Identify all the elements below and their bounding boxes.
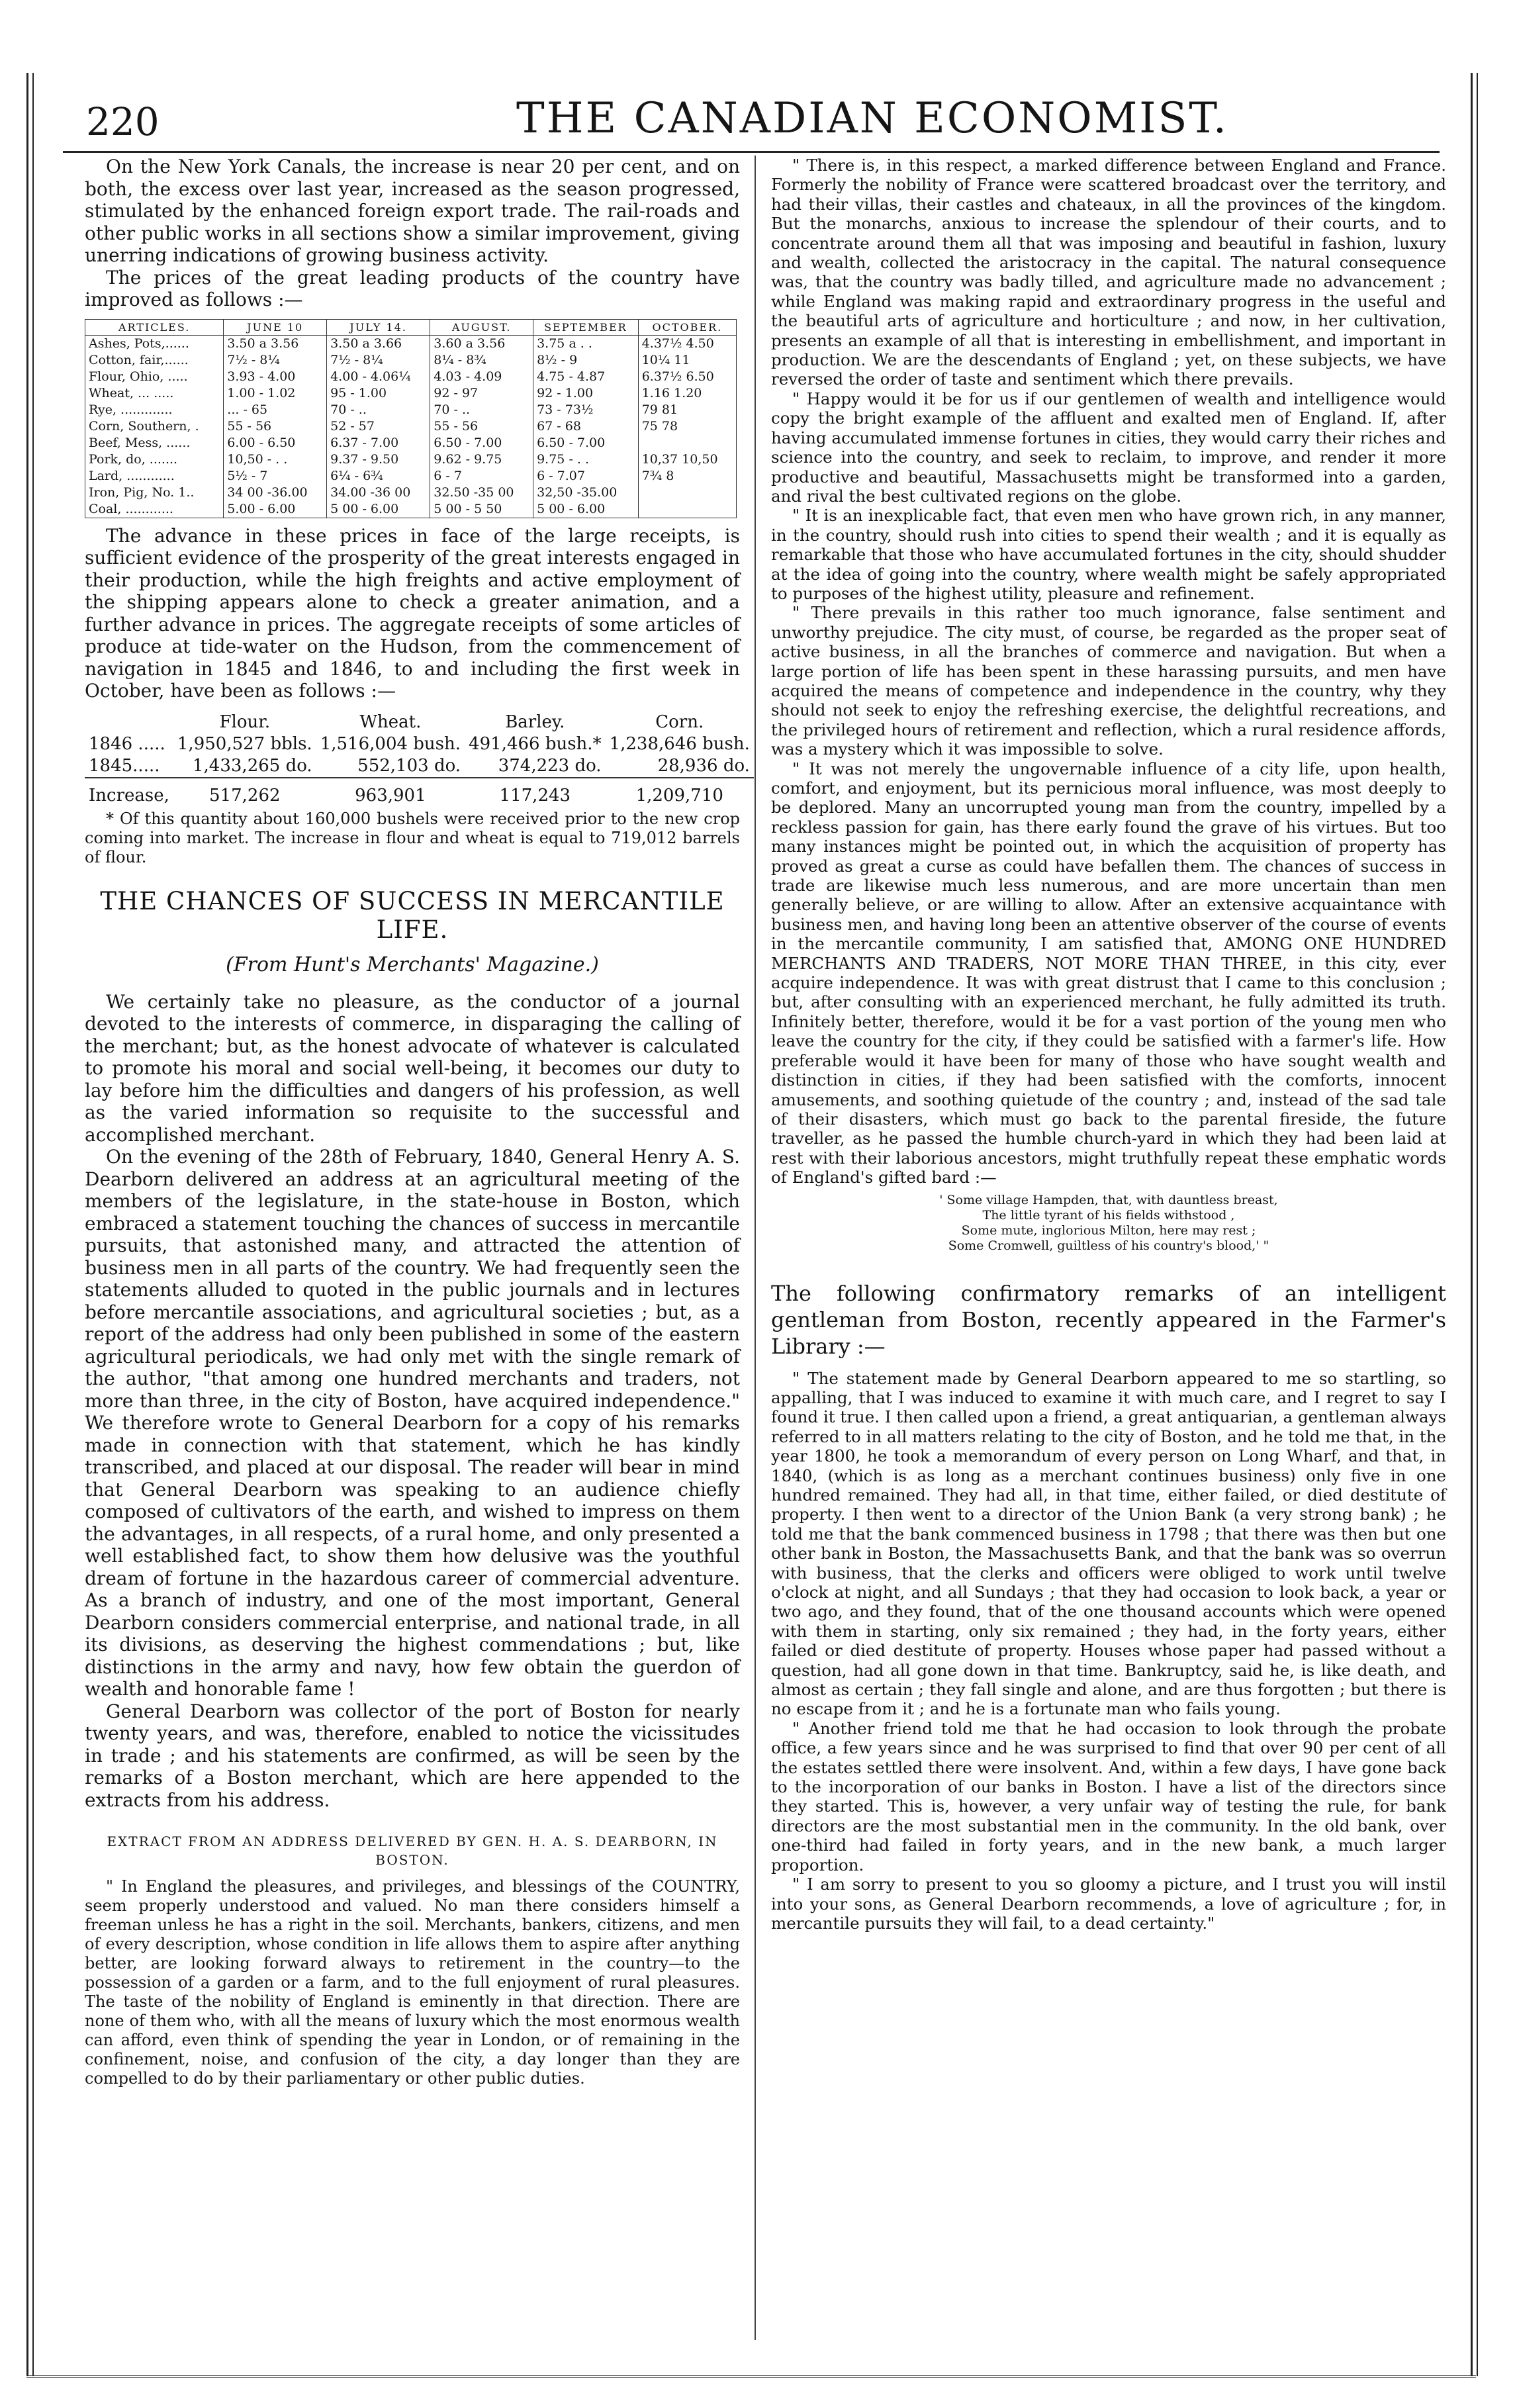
poem-line: ' Some village Hampden, that, with dauntless breast, (939, 1192, 1278, 1207)
table-cell: 1,238,646 bush. (609, 733, 750, 754)
paragraph: " It was not merely the ungovernable influence of a city life, upon health, comfort, and enjoyment, but its pernicious moral influence, was most deeply to be deplored. Many an uncorrupted young man from the country, impelled by a reckless passion for gain, has there early found the grave of his virtues. But too many instances might be pointed out, in which the acquisition of property has proved as great a curse as could have befallen them. The chances of success in trade are likewise much less numerous, and are more uncertain than men generally believe, or are willing to allow. After an extensive acquaintance with business men, and having long been an attentive observer of the course of events in the mercantile community, I am satisfied that, AMONG ONE HUNDRED MERCHANTS AND TRADERS, NOT MORE THAN THREE, in this city, ever acquire independence. It was with great distrust that I came to this conclusion ; but, after consulting with an experienced merchant, he fully admitted its truth. Infinitely better, therefore, would it be for a vast portion of the young men who leave the country for the city, if they could be satisfied with a farmer's life. How preferable would it have been for many of those who have sought wealth and distinction in cities, if they had been satisfied with the comforts, innocent amusements, and soothing quietude of the country ; and, instead of the sad tale of their disasters, which must go back to the parental fireside, the future traveller, as he passed the humble church-yard in which they had been laid at rest with their laborious ancestors, might truthfully repeat these emphatic words of England's gifted bard :— (771, 759, 1446, 1187)
table-row (85, 485, 737, 501)
page-number: 220 (86, 99, 160, 144)
prices-table-body (85, 335, 737, 518)
table-cell: 7½ - 8¼ (224, 352, 327, 369)
paragraph: " Happy would it be for us if our gentlemen of wealth and intelligence would copy the bright example of the affluent and exalted men of England. If, after having accumulated immense fortunes in cities, they would carry their riches and science into the country, and seek to reclaim, to improve, and render it more productive and beautiful, Massachusetts might be transformed into a garden, and rival the best cultivated regions on the globe. (771, 389, 1446, 506)
table-cell: 9.37 - 9.50 (327, 451, 430, 468)
table-cell: 5 00 - 5 50 (430, 501, 533, 518)
column-header: SEPTEMBER (533, 319, 639, 335)
table-cell: 34.00 -36 00 (327, 485, 430, 501)
table-cell: Corn, Southern, . (85, 418, 224, 435)
table-cell: 92 - 1.00 (533, 385, 639, 402)
table-header-row (85, 319, 737, 335)
table-cell (638, 485, 736, 501)
table-cell: 3.50 a 3.66 (327, 335, 430, 352)
table-cell (638, 435, 736, 451)
right-column (771, 156, 1446, 1933)
column-header: OCTOBER. (638, 319, 736, 335)
table-cell: 9.75 - . . (533, 451, 639, 468)
section-intro: The following confirmatory remarks of an intelligent gentleman from Boston, recently appeared in the Farmer's Library :— (771, 1280, 1446, 1359)
table-row (85, 468, 737, 485)
paragraph: The advance in these prices in face of the large receipts, is sufficient evidence of the prosperity of the great interests engaged in their production, while the high freights and active employment of the shipping appears alone to check a greater animation, and a further advance in prices. The aggregate receipts of some articles of produce at tide-water on the Hudson, from the commencement of navigation in 1845 and 1846, to and including the first week in October, have been as follows :— (85, 524, 740, 702)
column-header: Flour. (219, 712, 271, 732)
table-cell: Ashes, Pots,...... (85, 335, 224, 352)
table-cell: 4.00 - 4.06¼ (327, 369, 430, 385)
paragraph: " In England the pleasures, and privileges, and blessings of the COUNTRY, seem properly understood and valued. No man there considers himself a freeman unless he has a right in the soil. Merchants, bankers, citizens, and men of every description, whose condition in life allows them to aspire after anything better, are looking forward always to retirement in the country—to the possession of a garden or a farm, and to the full enjoyment of rural pleasures. The taste of the nobility of England is eminently in that direction. There are none of them who, with all the means of luxury which the most enormous wealth can afford, even think of spending the year in London, or of remaining in the confinement, noise, and confusion of the city, a day longer than they are compelled to do by their parliamentary or other public duties. (85, 1877, 740, 2088)
column-header: ARTICLES. (85, 319, 224, 335)
table-cell: 9.62 - 9.75 (430, 451, 533, 468)
table-cell: 963,901 (316, 778, 465, 807)
table-row (85, 418, 737, 435)
table-cell: 1,950,527 bbls. (177, 733, 312, 754)
table-cell: 7½ - 8¼ (327, 352, 430, 369)
paragraph: On the evening of the 28th of February, 1840, General Henry A. S. Dearborn delivered an address at an agricultural meeting of the members of the legislature, in the state-house in Boston, which embraced a statement touching the chances of success in mercantile pursuits, that astonished many, and attracted the attention of business men in all parts of the country. We had frequently seen the statements alluded to quoted in the public journals and in lectures before mercantile associations, and agricultural societies ; but, as a report of the address had only been published in some of the eastern agricultural periodicals, we had only met with the single remark of the author, "that among one hundred merchants and traders, not more than three, in the city of Boston, have acquired independence." We therefore wrote to General Dearborn for a copy of his remarks made in connection with that statement, which he has kindly transcribed, and placed at our disposal. The reader will bear in mind that General Dearborn was speaking to an audience chiefly composed of cultivators of the earth, and wished to impress on them the advantages, in all respects, of a rural home, and only presented a well established fact, to show them how delusive was the youthful dream of fortune in the hazardous career of commercial adventure. As a branch of industry, and one of the most important, General Dearborn considers commercial enterprise, and national trade, in all its divisions, as deserving the highest commendations ; but, like distinctions in the army and navy, how few obtain the guerdon of wealth and honorable fame ! (85, 1146, 740, 1700)
table-cell: Increase, (85, 778, 173, 807)
paragraph: On the New York Canals, the increase is near 20 per cent, and on both, the excess over last year, increased as the season progressed, stimulated by the enhanced foreign export trade. The rail-roads and other public works in all sections show a similar improvement, giving unerring indications of growing business activity. (85, 156, 740, 266)
table-cell: Lard, ............ (85, 468, 224, 485)
header-rule (63, 151, 1440, 153)
table-cell: 73 - 73½ (533, 402, 639, 418)
article-title: THE CHANCES OF SUCCESS IN MERCANTILE LIFE. (100, 886, 725, 944)
table-cell: 6¼ - 6¾ (327, 468, 430, 485)
column-divider (755, 156, 756, 2340)
increase-row (85, 778, 754, 807)
table-cell: 5 00 - 6.00 (327, 501, 430, 518)
table-cell: 67 - 68 (533, 418, 639, 435)
paragraph: We certainly take no pleasure, as the conductor of a journal devoted to the interests of commerce, in disparaging the calling of the merchant; but, as the honest advocate of whatever is calculated to promote his moral and social well-being, it becomes our duty to lay before him the difficulties and dangers of his profession, as well as the varied information so requisite to the successful and accomplished merchant. (85, 990, 740, 1146)
table-cell: 32,50 -35.00 (533, 485, 639, 501)
table-cell: 1845..... (89, 755, 160, 776)
column-header: Barley. (505, 712, 565, 732)
table-cell: 10,37 10,50 (638, 451, 736, 468)
column-header: JULY 14. (327, 319, 430, 335)
table-cell: 8¼ - 8¾ (430, 352, 533, 369)
table-row (85, 352, 737, 369)
table-cell: 4.75 - 4.87 (533, 369, 639, 385)
table-cell: 8½ - 9 (533, 352, 639, 369)
table-row (85, 402, 737, 418)
table-cell: 5.00 - 6.00 (224, 501, 327, 518)
table-row (85, 385, 737, 402)
table-row (85, 451, 737, 468)
table-cell: 517,262 (173, 778, 316, 807)
footer-rule (26, 2375, 1476, 2378)
table-cell: 55 - 56 (224, 418, 327, 435)
table-cell: 1,516,004 bush. (320, 733, 461, 754)
table-cell: Cotton, fair,...... (85, 352, 224, 369)
table-cell: 1846 ..... (89, 733, 165, 754)
table-row (85, 501, 737, 518)
left-border (26, 73, 34, 2376)
table-header-row (85, 712, 754, 733)
table-cell: 75 78 (638, 418, 736, 435)
table-cell: 4.37½ 4.50 (638, 335, 736, 352)
poem-line: The little tyrant of his fields withstood , (982, 1207, 1235, 1223)
table-row (85, 369, 737, 385)
poem-line: Some mute, inglorious Milton, here may rest ; (961, 1223, 1256, 1238)
table-cell: 1.00 - 1.02 (224, 385, 327, 402)
column-header: Wheat. (359, 712, 422, 732)
table-cell: 70 - .. (430, 402, 533, 418)
table-cell: 79 81 (638, 402, 736, 418)
column-header (85, 712, 173, 733)
table-cell: 6 - 7 (430, 468, 533, 485)
table-cell: 3.50 a 3.56 (224, 335, 327, 352)
table-cell: 6.37½ 6.50 (638, 369, 736, 385)
left-column (85, 156, 750, 2088)
poem-line: Some Cromwell, guiltless of his country's blood,' " (948, 1238, 1269, 1253)
table-cell: 92 - 97 (430, 385, 533, 402)
table-cell: ... - 65 (224, 402, 327, 418)
paragraph: The prices of the great leading products of the country have improved as follows :— (85, 266, 740, 310)
footnote: * Of this quantity about 160,000 bushels were received prior to the new crop coming into market. The increase in flour and wheat is equal to 719,012 barrels of flour. (85, 809, 740, 866)
poem-quote (771, 1193, 1446, 1254)
paragraph: " I am sorry to present to you so gloomy a picture, and I trust you will instil into your sons, as General Dearborn recommends, a love of agriculture ; for, in mercantile pursuits they will fail, to a dead certainty." (771, 1875, 1446, 1933)
table-cell: 52 - 57 (327, 418, 430, 435)
table-cell: 10,50 - . . (224, 451, 327, 468)
column-header: Corn. (655, 712, 704, 732)
table-cell: 552,103 do. (357, 755, 461, 776)
table-cell: 95 - 1.00 (327, 385, 430, 402)
column-header: JUNE 10 (224, 319, 327, 335)
table-cell: 491,466 bush.* (469, 733, 602, 754)
table-cell: 6 - 7.07 (533, 468, 639, 485)
table-cell: 1,433,265 do. (193, 755, 312, 776)
paragraph: " The statement made by General Dearborn appeared to me so startling, so appalling, that I was induced to examine it with much care, and I regret to say I found it true. I then called upon a friend, a great antiquarian, a gentleman always referred to in all matters relating to the city of Boston, and he told me that, in the year 1800, he took a memorandum of every person on Long Wharf, and that, in 1840, (which is as long as a merchant continues business) only five in one hundred remained. They had all, in that time, either failed, or died destitute of property. I then went to a director of the Union Bank (a very strong bank) ; he told me that the bank commenced business in 1798 ; that there was then but one other bank in Boston, the Massachusetts Bank, and that the bank was so overrun with business, that the clerks and officers were obliged to work until twelve o'clock at night, and all Sundays ; that they had occasion to look back, a year or two ago, and they found, that of the one thousand accounts which were opened with them in starting, only six remained ; they had, in the forty years, either failed or died destitute of property. Houses whose paper had passed without a question, had all gone down in that time. Bankruptcy, said he, is like death, and almost as certain ; they fall single and alone, and are thus forgotten ; but there is no escape from it ; and he is a fortunate man who fails young. (771, 1368, 1446, 1719)
table-cell: 5 00 - 6.00 (533, 501, 639, 518)
table-cell: 70 - .. (327, 402, 430, 418)
table-row (85, 755, 754, 778)
table-cell: Beef, Mess, ...... (85, 435, 224, 451)
table-cell: Rye, ............. (85, 402, 224, 418)
table-cell: Pork, do, ....... (85, 451, 224, 468)
paragraph: " There prevails in this rather too much ignorance, false sentiment and unworthy prejudice. The city must, of course, be regarded as the proper seat of active business, in all the branches of commerce and navigation. But when a large portion of life has been spent in these harassing pursuits, and men have acquired the means of competence and independence in the country, why they should not seek to enjoy the refreshing exercise, the delightful recreations, and the privileged hours of retirement and reflection, which a rural residence affords, was a mystery which it was impossible to solve. (771, 603, 1446, 759)
prices-table (85, 319, 737, 518)
table-cell: 6.50 - 7.00 (533, 435, 639, 451)
receipts-table (85, 712, 754, 807)
paragraph: " There is, in this respect, a marked difference between England and France. Formerly the nobility of France were scattered broadcast over the territory, and had their villas, their castles and chateaux, in all the provinces of the kingdom. But the monarchs, anxious to increase the splendour of their courts, and to concentrate around them all that was imposing and beautiful in fashion, luxury and wealth, collected the aristocracy in the capital. The natural consequence was, that the country was badly tilled, and agriculture made no advancement ; while England was making rapid and extraordinary progress in the useful and the beautiful arts of agriculture and horticulture ; and now, in her cultivation, presents an example of all that is interesting in embellishment, and important in production. We are the descendants of England ; yet, on these subjects, we have reversed the order of taste and sentiment which there prevails. (771, 156, 1446, 389)
paragraph: " Another friend told me that he had occasion to look through the probate office, a few years since and he was surprised to find that over 90 per cent of all the estates settled there were insolvent. And, within a few days, I have gone back to the incorporation of our banks in Boston. I have a list of the directors since they started. This is, however, a very unfair way of testing the rule, for bank directors are the most substantial men in the community. In the old bank, over one-third had failed in forty years, and in the new bank, a much larger proportion. (771, 1718, 1446, 1875)
table-cell: 374,223 do. (498, 755, 602, 776)
table-cell: Iron, Pig, No. 1.. (85, 485, 224, 501)
table-cell: Flour, Ohio, ..... (85, 369, 224, 385)
table-row (85, 733, 754, 755)
paragraph: General Dearborn was collector of the port of Boston for nearly twenty years, and was, therefore, enabled to notice the vicissitudes in trade ; and his statements are confirmed, as will be seen by the remarks of a Boston merchant, which are here appended to the extracts from his address. (85, 1700, 740, 1811)
table-cell: Coal, ............ (85, 501, 224, 518)
table-cell: 28,936 do. (657, 755, 750, 776)
table-cell: 6.50 - 7.00 (430, 435, 533, 451)
table-cell: 32.50 -35 00 (430, 485, 533, 501)
right-border (1471, 73, 1478, 2376)
paragraph: " It is an inexplicable fact, that even men who have grown rich, in any manner, in the country, should rush into cities to spend their wealth ; and it is equally as remarkable that those who have accumulated fortunes in the city, should shudder at the idea of going into the country, where wealth might be safely appropriated to purposes of the highest utility, pleasure and refinement. (771, 506, 1446, 603)
extract-title: EXTRACT FROM AN ADDRESS DELIVERED BY GEN. H. A. S. DEARBORN, IN BOSTON. (107, 1833, 718, 1868)
table-cell: Wheat, ... ..... (85, 385, 224, 402)
table-cell: 117,243 (465, 778, 606, 807)
table-cell: 10¼ 11 (638, 352, 736, 369)
table-cell: 7¾ 8 (638, 468, 736, 485)
column-header: AUGUST. (430, 319, 533, 335)
table-cell: 1.16 1.20 (638, 385, 736, 402)
table-cell: 55 - 56 (430, 418, 533, 435)
article-source: (From Hunt's Merchants' Magazine.) (226, 952, 599, 976)
table-cell: 3.60 a 3.56 (430, 335, 533, 352)
table-cell: 6.37 - 7.00 (327, 435, 430, 451)
table-cell: 6.00 - 6.50 (224, 435, 327, 451)
table-row (85, 335, 737, 352)
table-cell: 3.75 a . . (533, 335, 639, 352)
table-cell: 34 00 -36.00 (224, 485, 327, 501)
table-row (85, 435, 737, 451)
table-cell: 5½ - 7 (224, 468, 327, 485)
table-cell: 3.93 - 4.00 (224, 369, 327, 385)
table-cell: 4.03 - 4.09 (430, 369, 533, 385)
table-cell: 1,209,710 (606, 778, 754, 807)
page-title: THE CANADIAN ECONOMIST. (516, 94, 1229, 143)
table-cell (638, 501, 736, 518)
